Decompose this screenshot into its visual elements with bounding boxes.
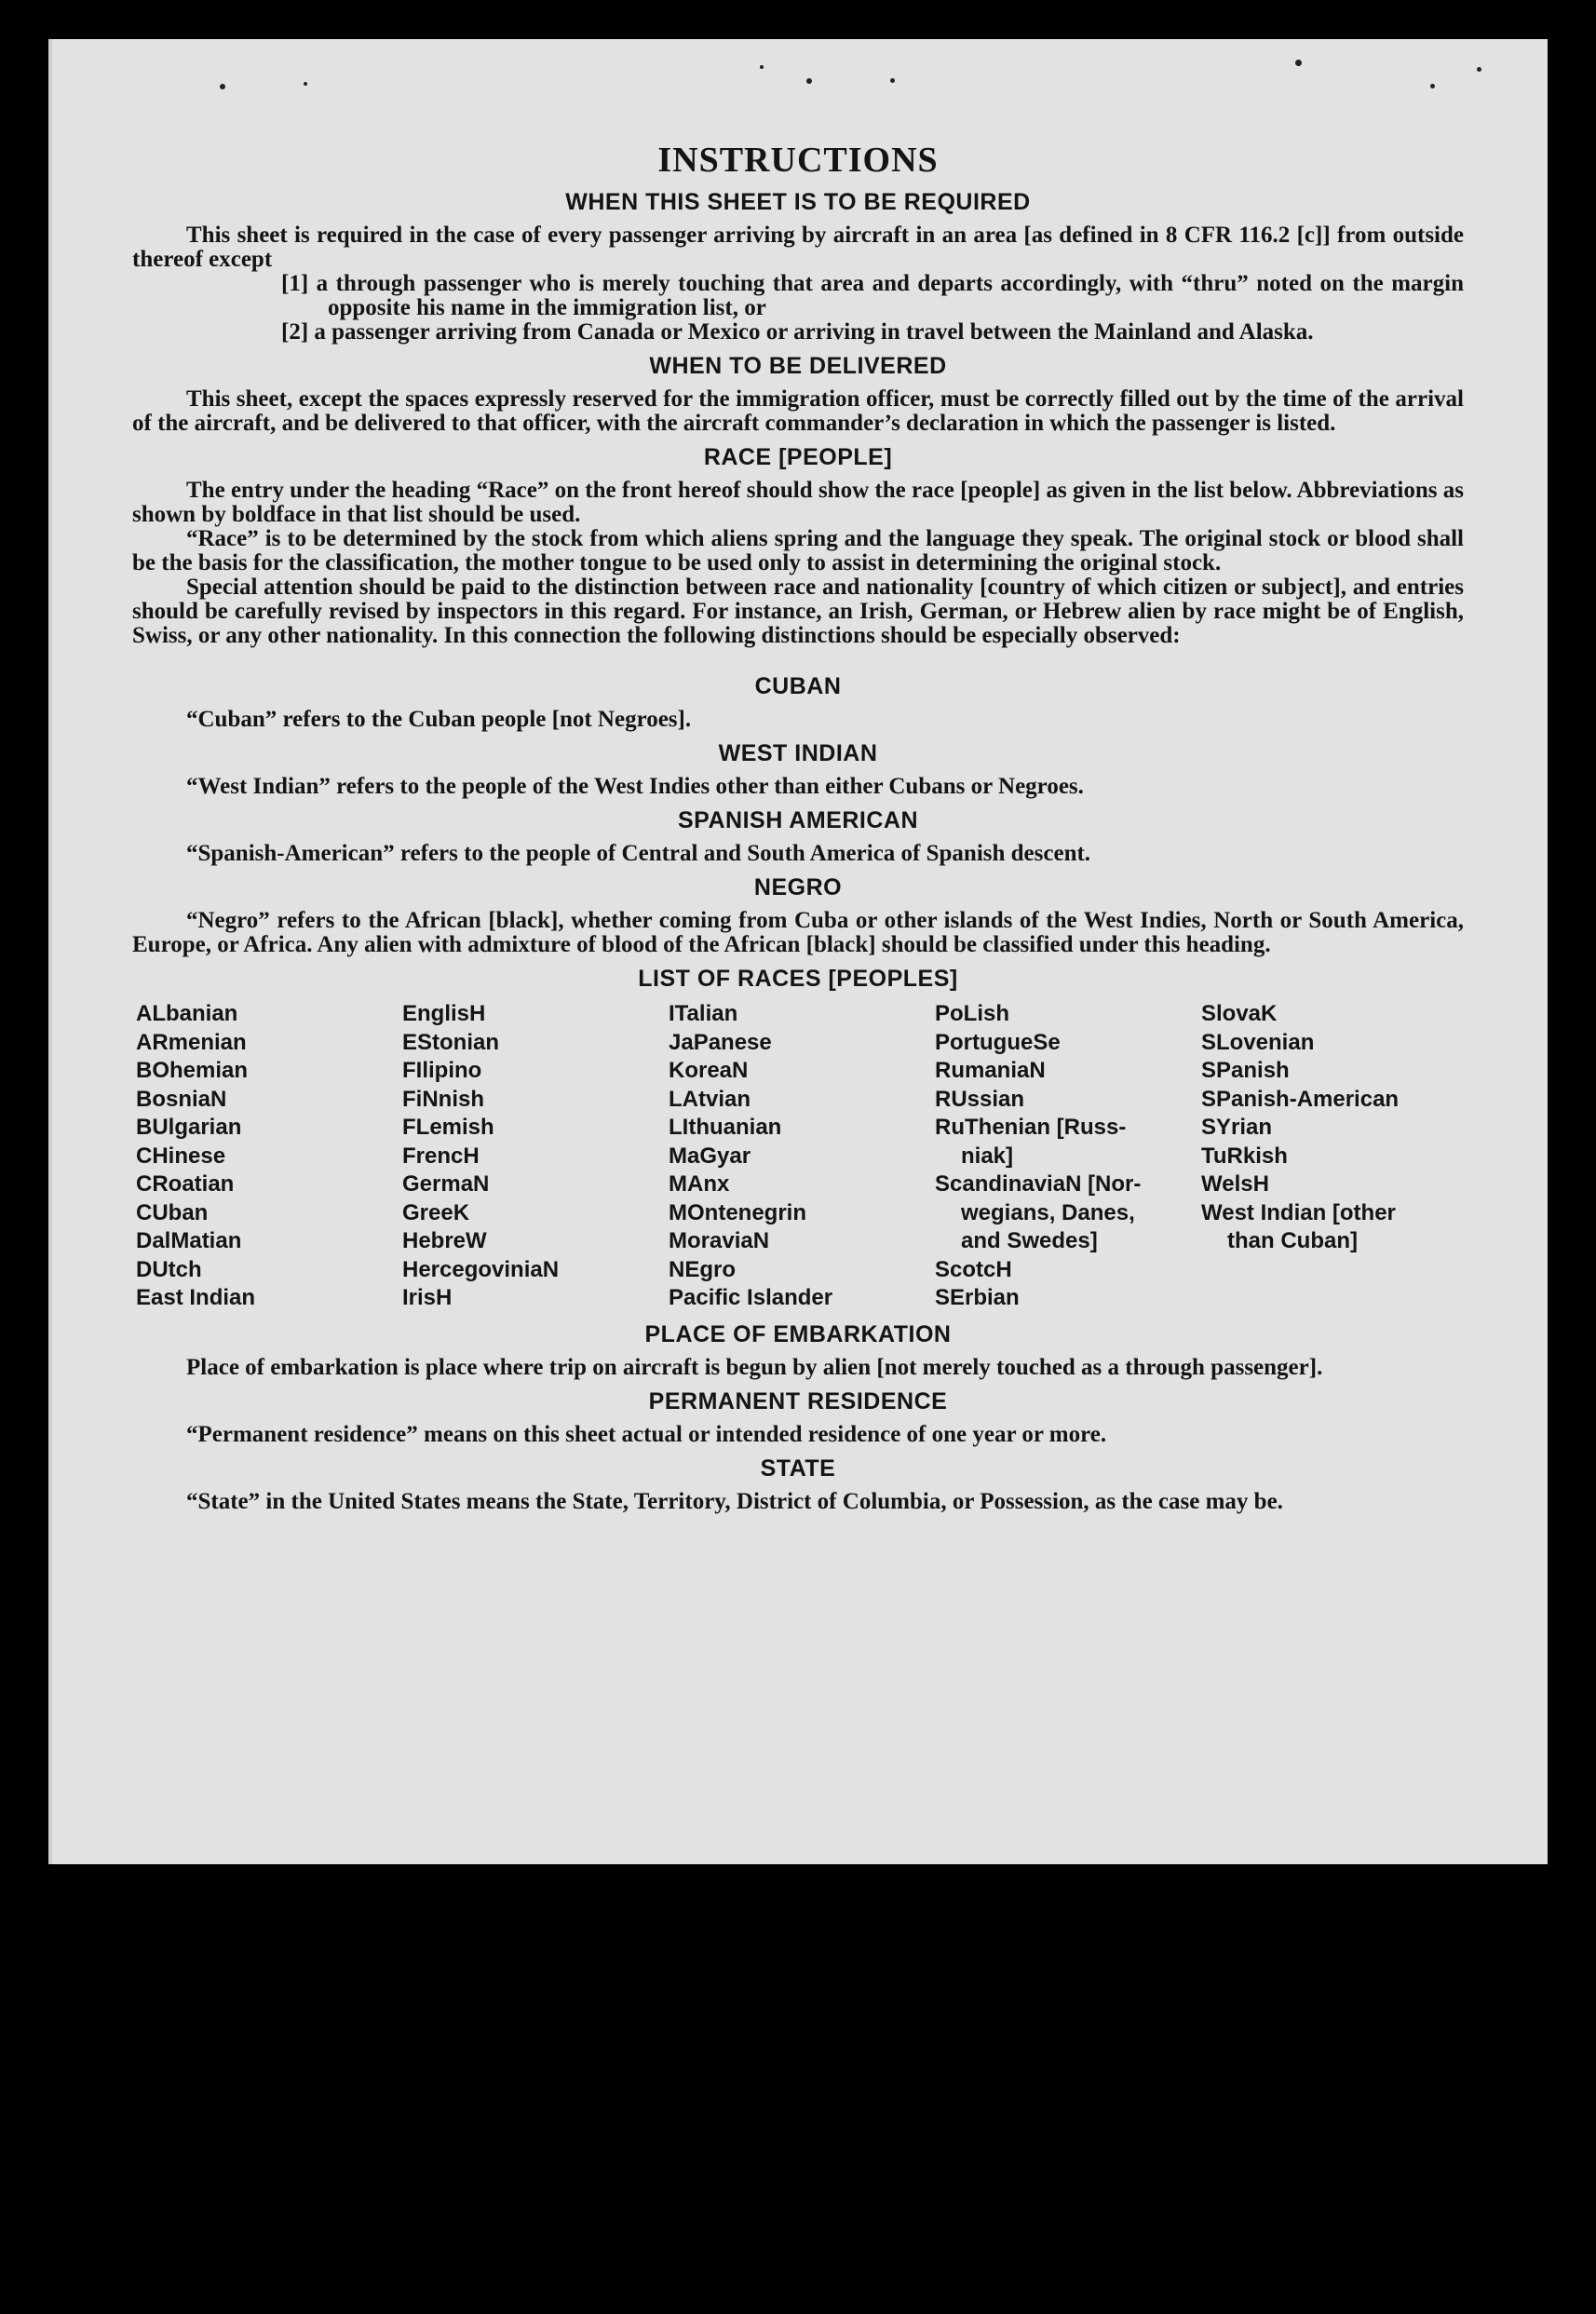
scan-speck	[220, 84, 225, 89]
race-entry: CRoatian	[136, 1171, 235, 1197]
cuban-text: “Cuban” refers to the Cuban people [not Negroes].	[186, 707, 692, 732]
heading-spanish-american: SPANISH AMERICAN	[677, 807, 918, 833]
race-entry: BUlgarian	[136, 1115, 242, 1140]
race-entry: SlovaK	[1201, 1001, 1278, 1026]
race-entry: DUtch	[136, 1256, 202, 1282]
heading-delivered: WHEN TO BE DELIVERED	[649, 353, 947, 379]
race-entry: SPanish	[1201, 1058, 1290, 1083]
race-entry: FLemish	[402, 1115, 494, 1140]
heading-embarkation: PLACE OF EMBARKATION	[644, 1320, 952, 1347]
race-entry: SYrian	[1201, 1115, 1273, 1140]
state-text: “State” in the United States means the State, Territory, District of Columbia, or Possession, as the case may be.	[186, 1488, 1283, 1514]
scan-speck	[890, 78, 895, 83]
race-entry: PoLish	[935, 1001, 1010, 1026]
race-entry: HercegoviniaN	[402, 1256, 560, 1282]
race-entry: CHinese	[136, 1143, 226, 1169]
residence-text: “Permanent residence” means on this sheet actual or intended residence of one year or more.	[186, 1421, 1107, 1447]
race-entry: MOntenegrin	[669, 1199, 806, 1225]
race-entry: RUssian	[935, 1086, 1025, 1112]
race-entry: CUban	[136, 1199, 209, 1225]
heading-race: RACE [PEOPLE]	[703, 444, 893, 470]
required-item-1: [1] a through passenger who is merely touching that area and departs accordingly, with “thru” noted on the margin opposite his name in the immigration list, or	[281, 271, 1464, 320]
race-entry: SErbian	[935, 1285, 1020, 1310]
race-entry: FIlipino	[402, 1058, 482, 1083]
race-entry: BOhemian	[136, 1058, 249, 1083]
race-entry: ITalian	[669, 1001, 738, 1026]
races-column-2	[402, 1000, 669, 1313]
race-entry: EStonian	[402, 1029, 500, 1055]
race-entry: KoreaN	[669, 1058, 749, 1083]
heading-state: STATE	[760, 1455, 836, 1482]
race-entry: East Indian	[136, 1285, 256, 1310]
race-entry: wegians, Danes,	[961, 1199, 1135, 1225]
embarkation-text: Place of embarkation is place where trip on aircraft is begun by alien [not merely touched as a through passenger].	[186, 1354, 1323, 1380]
races-list	[132, 1000, 1464, 1313]
race-entry: IrisH	[402, 1285, 453, 1310]
race-entry: West Indian [other	[1201, 1199, 1396, 1225]
required-item-2: [2] a passenger arriving from Canada or Mexico or arriving in travel between the Mainland and Alaska.	[281, 319, 1314, 345]
race-entry: JaPanese	[669, 1029, 772, 1055]
race-entry: than Cuban]	[1227, 1228, 1358, 1253]
races-column-4	[935, 1000, 1201, 1313]
races-column-3	[669, 1000, 935, 1313]
race-entry: DalMatian	[136, 1228, 242, 1253]
scan-speck	[1477, 67, 1481, 72]
race-paragraph-3: Special attention should be paid to the distinction between race and nationality [country of which citizen or subject], and entries should be carefully revised by inspectors in this regard. For instance, an Irish, German, or Hebrew alien by race might be of English, Swiss, or any other nationality. In this connection the following distinctions should be especially observed:	[132, 575, 1464, 648]
race-entry: MoraviaN	[669, 1228, 770, 1253]
race-entry: WelsH	[1201, 1171, 1269, 1197]
race-entry: GermaN	[402, 1171, 490, 1197]
heading-permanent-residence: PERMANENT RESIDENCE	[648, 1387, 948, 1414]
west-indian-text: “West Indian” refers to the people of the West Indies other than either Cubans or Negroes.	[186, 774, 1084, 799]
race-entry: LAtvian	[669, 1086, 751, 1112]
race-paragraph-1: The entry under the heading “Race” on the front hereof should show the race [people] as given in the list below. Abbreviations as shown by boldface in that list should be used.	[132, 478, 1464, 527]
race-entry: TuRkish	[1201, 1143, 1288, 1169]
scan-speck	[760, 65, 764, 69]
spanish-american-text: “Spanish-American” refers to the people of Central and South America of Spanish descent.	[186, 841, 1091, 866]
race-entry: ARmenian	[136, 1029, 247, 1055]
delivered-text: This sheet, except the spaces expressly reserved for the immigration officer, must be correctly filled out by the time of the arrival of the aircraft, and be delivered to that officer, with the aircraft commander’s declaration in which the passenger is listed.	[132, 386, 1464, 436]
required-intro: This sheet is required in the case of every passenger arriving by aircraft in an area [as defined in 8 CFR 116.2 [c]] from outside thereof except	[132, 223, 1464, 272]
race-entry: RuThenian [Russ-	[935, 1115, 1127, 1140]
scan-speck	[1430, 84, 1435, 88]
race-entry: Pacific Islander	[669, 1285, 833, 1310]
page-title: INSTRUCTIONS	[657, 141, 939, 180]
scan-speck	[1295, 60, 1302, 66]
race-entry: PortugueSe	[935, 1029, 1061, 1055]
race-entry: MaGyar	[669, 1143, 751, 1169]
scan-speck	[806, 78, 812, 84]
race-entry: NEgro	[669, 1256, 736, 1282]
race-entry: ScotcH	[935, 1256, 1012, 1282]
race-entry: and Swedes]	[961, 1228, 1098, 1253]
race-entry: FiNnish	[402, 1086, 484, 1112]
race-entry: niak]	[961, 1143, 1014, 1169]
race-entry: FrencH	[402, 1143, 480, 1169]
races-column-5	[1201, 1000, 1481, 1313]
race-entry: BosniaN	[136, 1086, 227, 1112]
heading-required: WHEN THIS SHEET IS TO BE REQUIRED	[565, 189, 1031, 215]
race-paragraph-2: “Race” is to be determined by the stock from which aliens spring and the language they speak. The original stock or blood shall be the basis for the classification, the mother tongue to be used only to assist in determining the original stock.	[132, 526, 1464, 575]
heading-west-indian: WEST INDIAN	[718, 740, 878, 766]
race-entry: MAnx	[669, 1171, 730, 1197]
race-entry: ScandinaviaN [Nor-	[935, 1171, 1142, 1197]
race-entry: SLovenian	[1201, 1029, 1315, 1055]
document-sheet	[48, 39, 1548, 1864]
scan-speck	[304, 82, 307, 86]
heading-list-of-races: LIST OF RACES [PEOPLES]	[638, 966, 958, 992]
race-entry: LIthuanian	[669, 1115, 782, 1140]
race-entry: ALbanian	[136, 1001, 238, 1026]
race-entry: EnglisH	[402, 1001, 486, 1026]
race-entry: SPanish-American	[1201, 1086, 1400, 1112]
race-entry: HebreW	[402, 1228, 487, 1253]
heading-cuban: CUBAN	[754, 673, 842, 699]
heading-negro: NEGRO	[753, 874, 843, 900]
races-column-1	[136, 1000, 402, 1313]
negro-text: “Negro” refers to the African [black], whether coming from Cuba or other islands of the West Indies, North or South America, Europe, or Africa. Any alien with admixture of blood of the African [black] should be classified under this heading.	[132, 908, 1464, 957]
race-entry: RumaniaN	[935, 1058, 1046, 1083]
race-entry: GreeK	[402, 1199, 470, 1225]
